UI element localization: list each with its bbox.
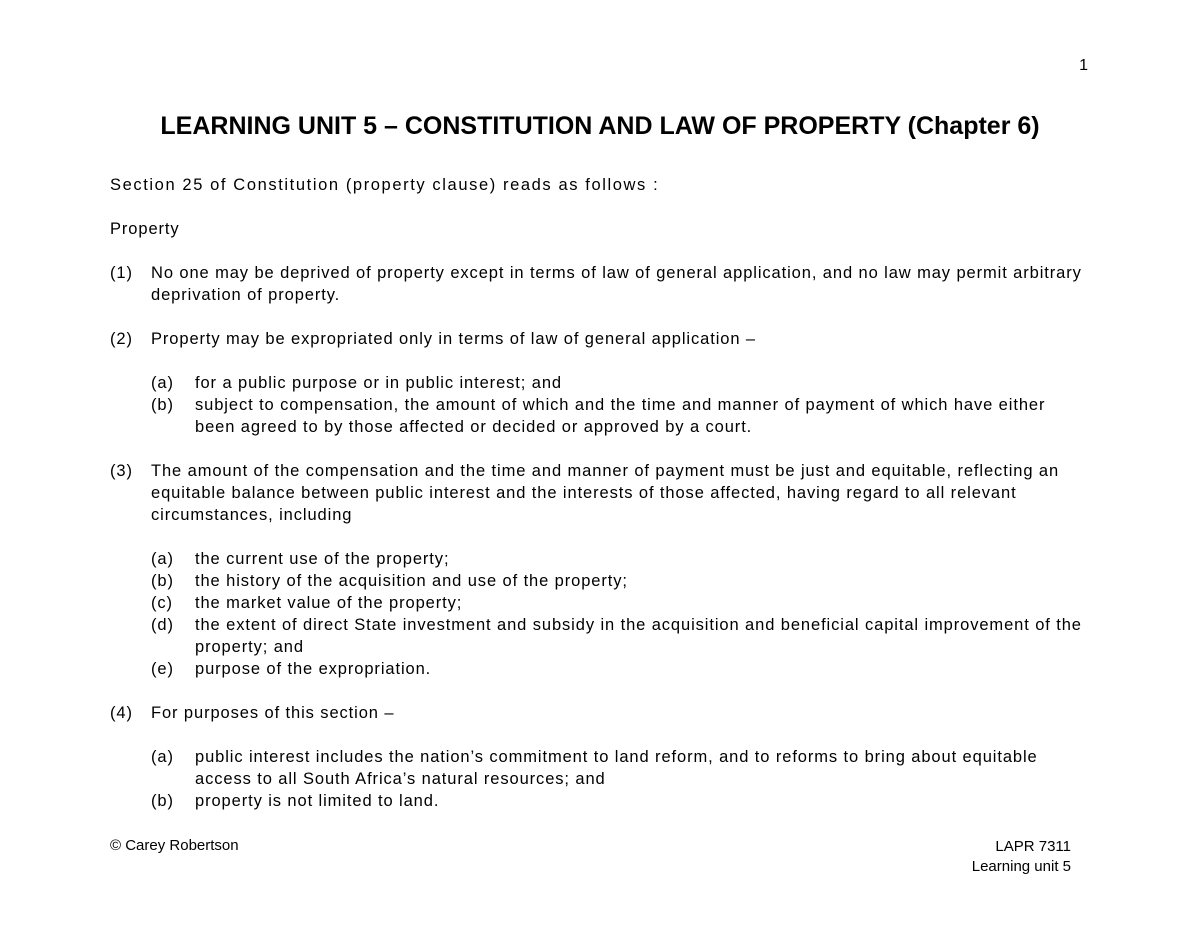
intro-text: Section 25 of Constitution (property clause) reads as follows : bbox=[110, 176, 660, 194]
clause-number: (2) bbox=[110, 330, 133, 348]
footer-unit: Learning unit 5 bbox=[971, 858, 1071, 875]
subclause-text: for a public purpose or in public interest; and bbox=[195, 374, 562, 392]
subclause-item bbox=[151, 570, 1090, 592]
subclause-item bbox=[151, 548, 1090, 570]
subclause-item bbox=[151, 658, 1090, 680]
subclause-list bbox=[151, 372, 1090, 438]
document-body bbox=[110, 174, 1090, 812]
footer-author: © Carey Robertson bbox=[110, 837, 239, 854]
clause-2 bbox=[110, 328, 1090, 438]
footer-course-code: LAPR 7311 bbox=[995, 838, 1071, 855]
subclause-letter: (b) bbox=[151, 792, 174, 810]
clause-number: (4) bbox=[110, 704, 133, 722]
subclause-text: the current use of the property; bbox=[195, 550, 450, 568]
subclause-letter: (d) bbox=[151, 616, 174, 634]
subclause-item bbox=[151, 372, 1090, 394]
section-heading: Property bbox=[110, 220, 180, 238]
clause-text: Property may be expropriated only in terms of law of general application – bbox=[151, 330, 756, 348]
subclause-list bbox=[151, 548, 1090, 680]
subclause-text: public interest includes the nation’s commitment to land reform, and to reforms to bring about equitable access to all South Africa’s natural resources; and bbox=[195, 748, 1038, 788]
clause-text: For purposes of this section – bbox=[151, 704, 395, 722]
subclause-letter: (a) bbox=[151, 550, 174, 568]
clause-4 bbox=[110, 702, 1090, 812]
subclause-item bbox=[151, 614, 1090, 658]
subclause-list bbox=[151, 746, 1090, 812]
subclause-letter: (a) bbox=[151, 748, 174, 766]
subclause-item bbox=[151, 746, 1090, 790]
clause-number: (1) bbox=[110, 264, 133, 282]
page-title: LEARNING UNIT 5 – CONSTITUTION AND LAW OF PROPERTY (Chapter 6) bbox=[160, 112, 1040, 140]
subclause-letter: (b) bbox=[151, 396, 174, 414]
clause-3 bbox=[110, 460, 1090, 680]
clause-number: (3) bbox=[110, 462, 133, 480]
subclause-letter: (a) bbox=[151, 374, 174, 392]
subclause-letter: (b) bbox=[151, 572, 174, 590]
subclause-letter: (c) bbox=[151, 594, 173, 612]
clause-text: The amount of the compensation and the time and manner of payment must be just and equitable, reflecting an equitable balance between public interest and the interests of those affected, having regard to all relevant circumstances, including bbox=[151, 462, 1060, 524]
page-number: 1 bbox=[1079, 57, 1088, 74]
subclause-item bbox=[151, 394, 1090, 438]
subclause-text: the history of the acquisition and use of the property; bbox=[195, 572, 628, 590]
footer-course-info bbox=[972, 837, 1071, 877]
subclause-text: subject to compensation, the amount of which and the time and manner of payment of which have either been agreed to by those affected or decided or approved by a court. bbox=[195, 396, 1046, 436]
clause-text: No one may be deprived of property except in terms of law of general application, and no law may permit arbitrary deprivation of property. bbox=[151, 264, 1082, 304]
subclause-text: purpose of the expropriation. bbox=[195, 660, 432, 678]
subclause-item bbox=[151, 790, 1090, 812]
subclause-letter: (e) bbox=[151, 660, 174, 678]
subclause-text: the market value of the property; bbox=[195, 594, 463, 612]
subclause-item bbox=[151, 592, 1090, 614]
subclause-text: property is not limited to land. bbox=[195, 792, 440, 810]
clause-1 bbox=[110, 262, 1090, 306]
subclause-text: the extent of direct State investment and subsidy in the acquisition and beneficial capital improvement of the property; and bbox=[195, 616, 1082, 656]
